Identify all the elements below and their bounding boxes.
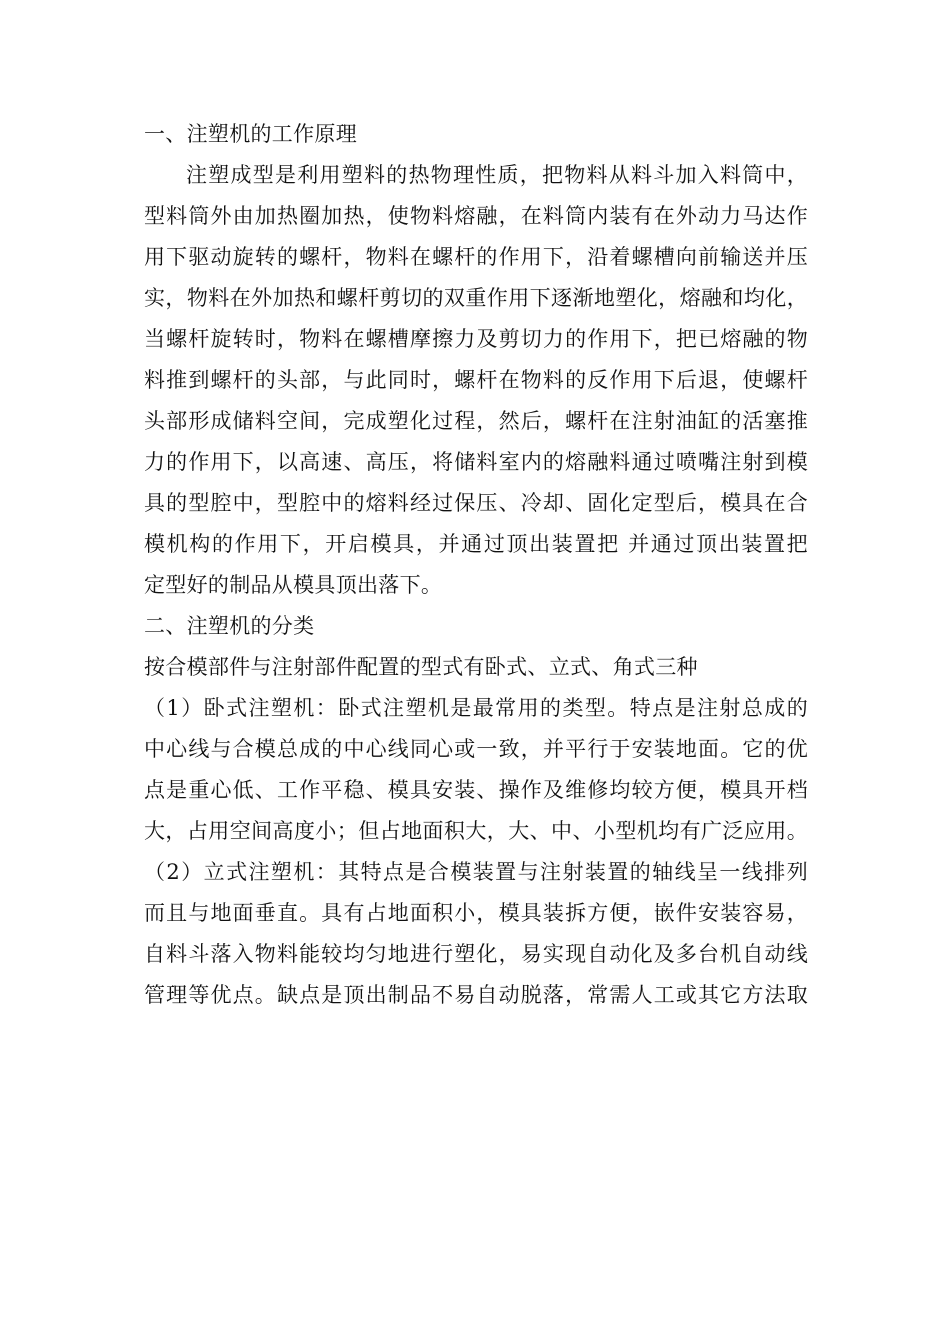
paragraph-line: 大，占用空间高度小；但占地面积大，大、中、小型机均有广泛应用。 — [144, 819, 808, 843]
paragraph-line: 力的作用下，以高速、高压，将储料室内的熔融料通过喷嘴注射到模 — [144, 450, 808, 474]
paragraph-line: （1）卧式注塑机：卧式注塑机是最常用的类型。特点是注射总成的 — [144, 696, 808, 720]
paragraph-line: 而且与地面垂直。具有占地面积小，模具装拆方便，嵌件安装容易， — [144, 901, 808, 925]
paragraph-line: 用下驱动旋转的螺杆，物料在螺杆的作用下，沿着螺槽向前输送并压 — [144, 245, 808, 269]
document-page — [144, 114, 808, 1016]
paragraph-line: 模机构的作用下，开启模具，并通过顶出装置把 并通过顶出装置把 — [144, 532, 808, 556]
paragraph-line: 实，物料在外加热和螺杆剪切的双重作用下逐渐地塑化，熔融和均化， — [144, 286, 808, 310]
section-heading-classification: 二、注塑机的分类 — [144, 614, 315, 638]
paragraph-line: （2）立式注塑机：其特点是合模装置与注射装置的轴线呈一线排列 — [144, 860, 808, 884]
paragraph-line: 定型好的制品从模具顶出落下。 — [144, 573, 443, 597]
paragraph-line: 管理等优点。缺点是顶出制品不易自动脱落，常需人工或其它方法取 — [144, 983, 808, 1007]
paragraph-line: 点是重心低、工作平稳、模具安装、操作及维修均较方便，模具开档 — [144, 778, 808, 802]
list-item-horizontal-machine — [144, 688, 808, 852]
paragraph-line: 料推到螺杆的头部，与此同时，螺杆在物料的反作用下后退，使螺杆 — [144, 368, 808, 392]
paragraph-working-principle — [144, 155, 808, 606]
paragraph-line: 具的型腔中，型腔中的熔料经过保压、冷却、固化定型后，模具在合 — [144, 491, 808, 515]
classification-intro: 按合模部件与注射部件配置的型式有卧式、立式、角式三种 — [144, 655, 698, 679]
section-heading-working-principle: 一、注塑机的工作原理 — [144, 122, 357, 146]
paragraph-line: 中心线与合模总成的中心线同心或一致，并平行于安装地面。它的优 — [144, 737, 808, 761]
paragraph-line: 自料斗落入物料能较均匀地进行塑化，易实现自动化及多台机自动线 — [144, 942, 808, 966]
paragraph-line: 型料筒外由加热圈加热，使物料熔融，在料筒内装有在外动力马达作 — [144, 204, 808, 228]
paragraph-line: 头部形成储料空间，完成塑化过程，然后，螺杆在注射油缸的活塞推 — [144, 409, 808, 433]
paragraph-line: 当螺杆旋转时，物料在螺槽摩擦力及剪切力的作用下，把已熔融的物 — [144, 327, 808, 351]
paragraph-line: 注塑成型是利用塑料的热物理性质，把物料从料斗加入料筒中， — [186, 163, 808, 187]
list-item-vertical-machine — [144, 852, 808, 1016]
